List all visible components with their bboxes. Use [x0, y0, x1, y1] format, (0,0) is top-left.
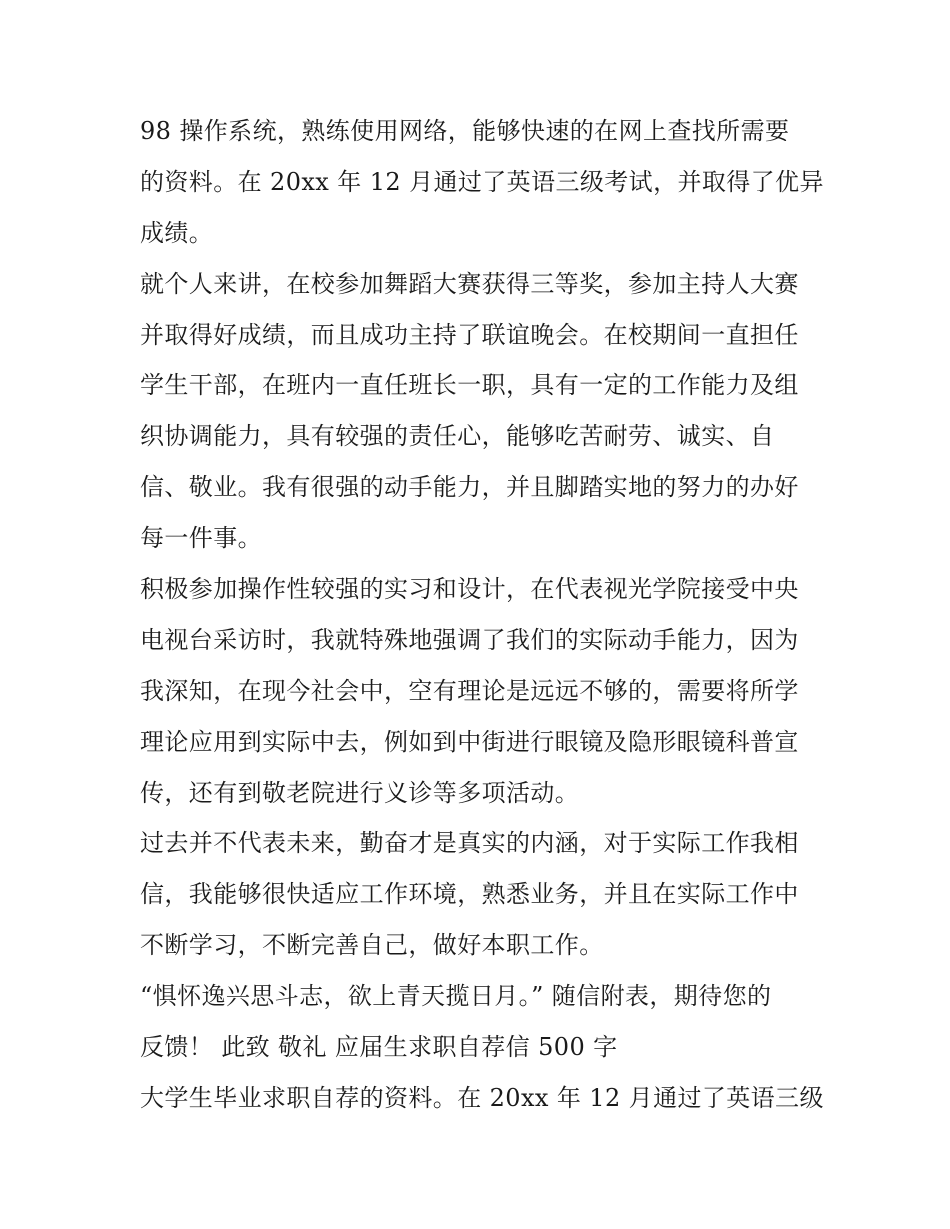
text-line: 就个人来讲，在校参加舞蹈大赛获得三等奖，参加主持人大赛: [140, 269, 799, 298]
text-line: 信，我能够很快适应工作环境，熟悉业务，并且在实际工作中: [140, 880, 799, 909]
text-line: 学生干部，在班内一直任班长一职，具有一定的工作能力及组: [140, 371, 799, 400]
text-line: 不断学习，不断完善自己，做好本职工作。: [140, 931, 604, 960]
text-line: 反馈！ 此致 敬礼 应届生求职自荐信 500 字: [140, 1033, 618, 1062]
text-line: 传，还有到敬老院进行义诊等多项活动。: [140, 778, 580, 807]
text-line: 的资料。在 20xx 年 12 月通过了英语三级考试，并取得了优异: [140, 167, 824, 196]
text-line: 98 操作系统，熟练使用网络，能够快速的在网上查找所需要: [140, 117, 790, 145]
text-line: 积极参加操作性较强的实习和设计，在代表视光学院接受中央: [140, 575, 799, 604]
text-line: 过去并不代表未来，勤奋才是真实的内涵，对于实际工作我相: [140, 829, 799, 858]
text-line: 每一件事。: [140, 524, 262, 553]
text-line: “惧怀逸兴思斗志，欲上青天揽日月。” 随信附表，期待您的: [140, 982, 772, 1011]
text-line: 理论应用到实际中去，例如到中街进行眼镜及隐形眼镜科普宣: [140, 727, 799, 756]
text-line: 信、敬业。我有很强的动手能力，并且脚踏实地的努力的办好: [140, 473, 799, 502]
cover-letter-body: [140, 106, 824, 1124]
text-line: 我深知，在现今社会中，空有理论是远远不够的，需要将所学: [140, 676, 799, 705]
text-line: 并取得好成绩，而且成功主持了联谊晚会。在校期间一直担任: [140, 320, 799, 349]
text-line: 电视台采访时，我就特殊地强调了我们的实际动手能力，因为: [140, 625, 799, 654]
text-line: 成绩。: [140, 218, 214, 247]
text-line: 织协调能力，具有较强的责任心，能够吃苦耐劳、诚实、自: [140, 422, 775, 451]
text-line: 大学生毕业求职自荐的资料。在 20xx 年 12 月通过了英语三级: [140, 1083, 824, 1112]
